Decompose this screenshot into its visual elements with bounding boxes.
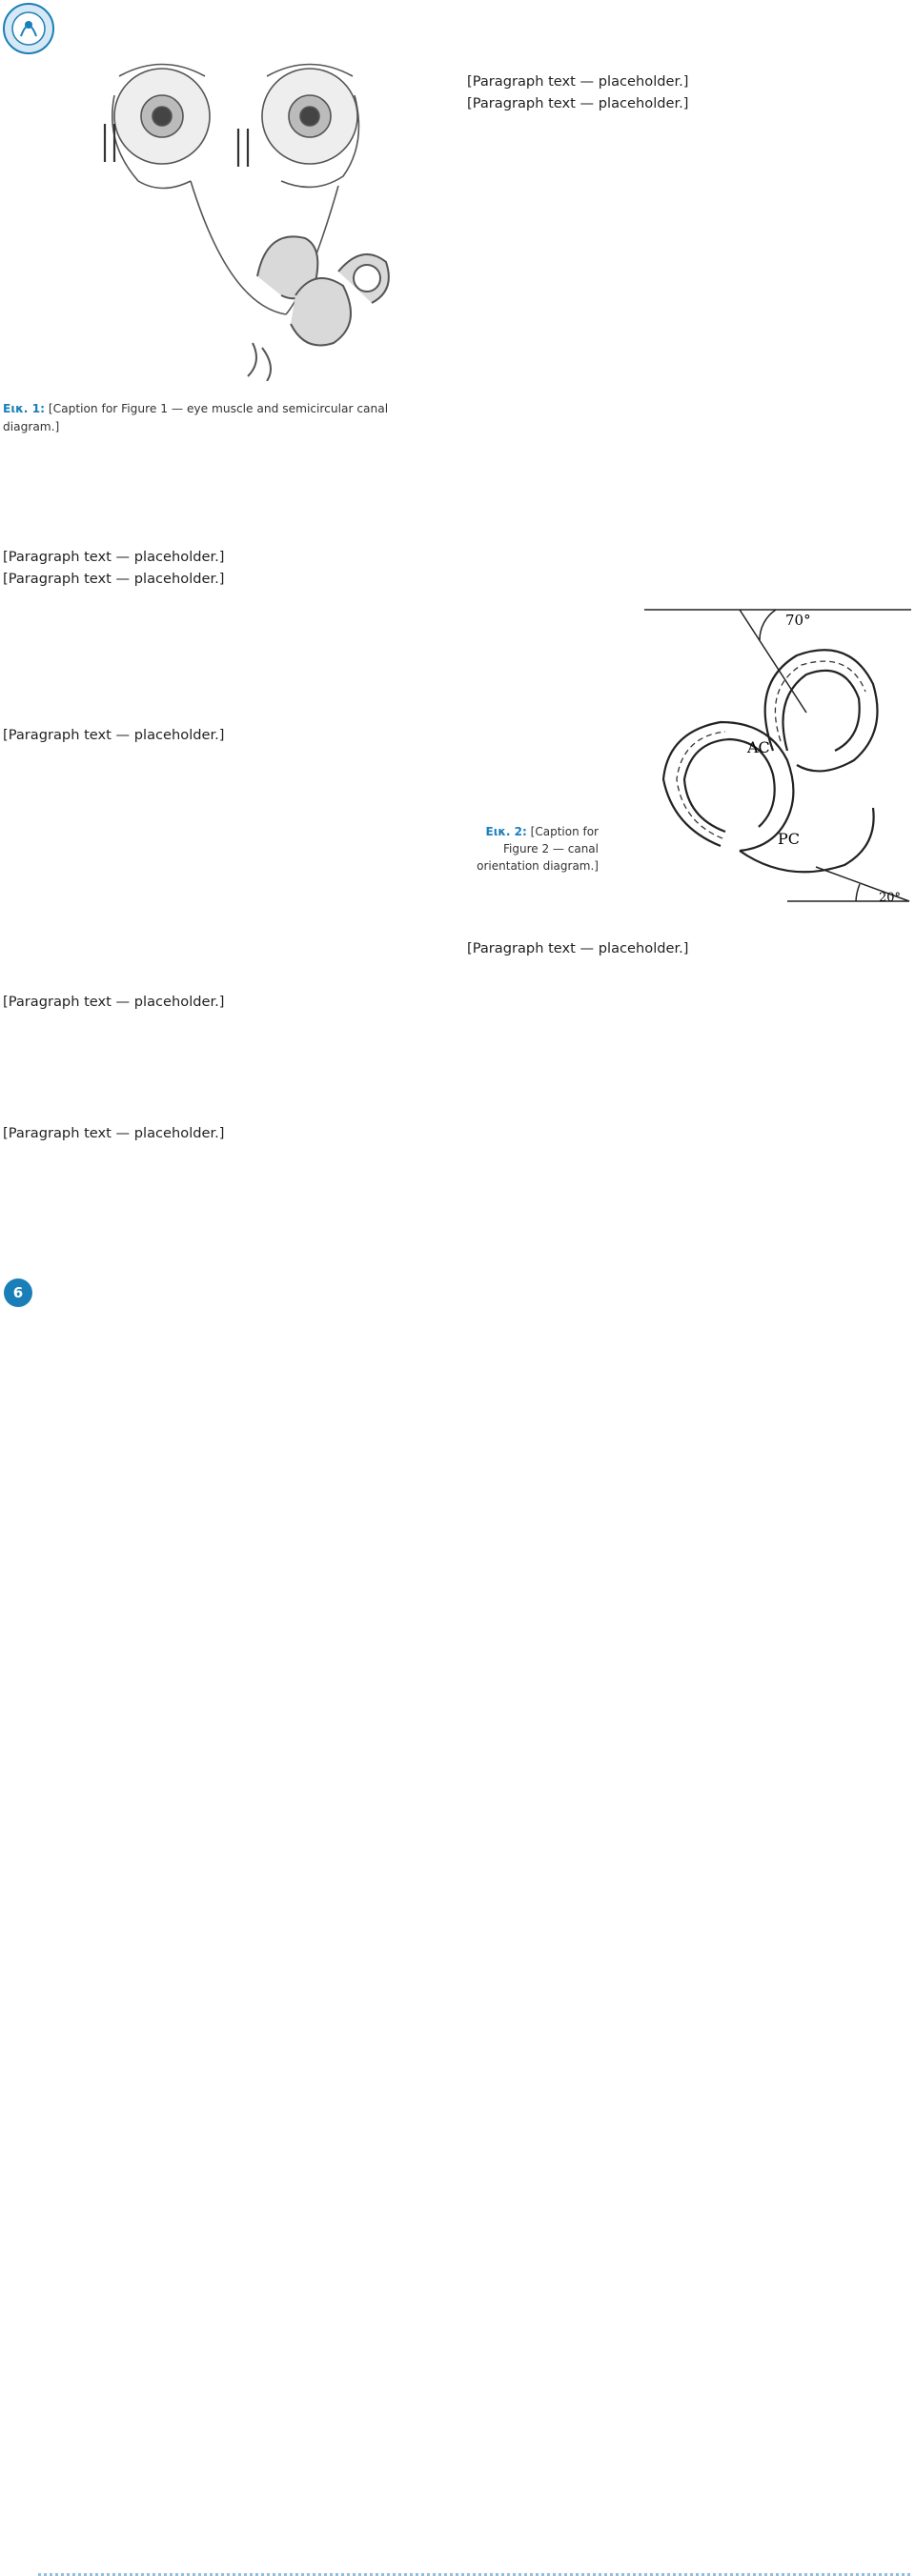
figure-2-caption-text: [Caption for Figure 2 — canal orientation diagram.] (477, 825, 599, 873)
right-paragraph-1: [Paragraph text — placeholder.] (467, 73, 689, 90)
right-paragraph-3: [Paragraph text — placeholder.] (467, 940, 689, 956)
figure-1-label: Εικ. 1: (3, 402, 45, 416)
left-paragraph-1: [Paragraph text — placeholder.] (3, 549, 225, 565)
figure-1-eyes-and-ear (95, 57, 400, 381)
left-paragraph-5: [Paragraph text — placeholder.] (3, 1125, 225, 1141)
left-paragraph-2: [Paragraph text — placeholder.] (3, 571, 225, 587)
society-logo (2, 2, 55, 55)
right-paragraph-2: [Paragraph text — placeholder.] (467, 95, 689, 111)
left-column-2 (3, 724, 443, 746)
figure-1-caption-text: [Caption for Figure 1 — eye muscle and semicircular canal diagram.] (3, 402, 389, 433)
left-column-3 (3, 991, 443, 1013)
figure-2-label: Εικ. 2: (485, 825, 527, 838)
left-paragraph-4: [Paragraph text — placeholder.] (3, 994, 225, 1010)
figure-1-caption (3, 400, 437, 435)
figure-2-caption (467, 823, 599, 875)
figure-2-pc-label: PC (778, 830, 801, 848)
figure-2-canal-diagram (606, 598, 913, 913)
figure-2-angle-top: 70° (785, 612, 811, 629)
figure-2-ac-label: AC (747, 738, 770, 756)
page-footer (0, 1281, 915, 1310)
left-column-4 (3, 1122, 443, 1144)
figure-2-angle-bottom: 20° (879, 891, 902, 905)
right-column-2 (467, 937, 910, 959)
right-column (467, 70, 910, 114)
left-column (3, 546, 443, 590)
page-number: 6 (4, 1278, 32, 1307)
left-paragraph-3: [Paragraph text — placeholder.] (3, 727, 225, 743)
